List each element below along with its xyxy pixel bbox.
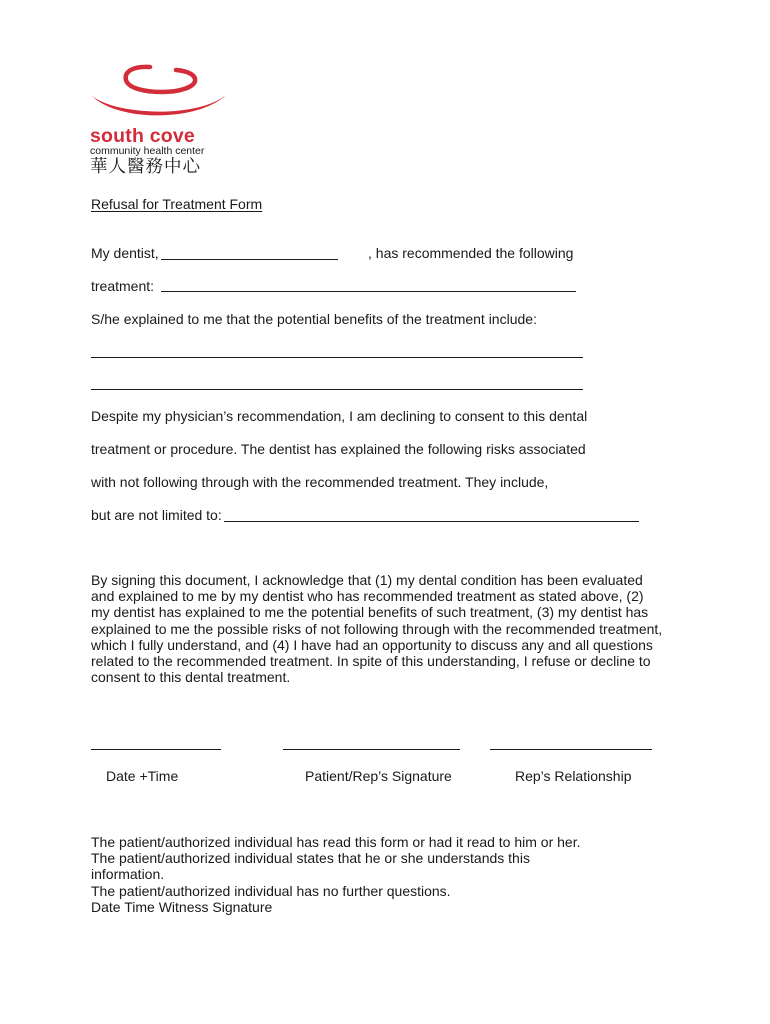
- logo-name: south cove: [90, 125, 195, 147]
- benefits-blank-2[interactable]: [91, 389, 583, 390]
- relationship-line[interactable]: [490, 749, 652, 750]
- south-cove-logo: [88, 62, 233, 182]
- risks-blank[interactable]: [224, 521, 639, 522]
- decline-line-2: treatment or procedure. The dentist has explained the following risks associated: [91, 441, 586, 457]
- date-time-line[interactable]: [91, 749, 221, 750]
- treatment-blank[interactable]: [161, 291, 576, 292]
- footer-line-4: Date Time Witness Signature: [91, 898, 273, 915]
- footer-line-1: The patient/authorized individual has read this form or had it read to him or her.: [91, 834, 581, 850]
- form-title: Refusal for Treatment Form: [91, 196, 263, 212]
- benefits-label: S/he explained to me that the potential benefits of the treatment include:: [91, 311, 537, 327]
- dentist-prefix: My dentist,: [91, 245, 159, 261]
- footer-statements: [91, 834, 591, 915]
- acknowledgement-paragraph: By signing this document, I acknowledge that (1) my dental condition has been evaluated and explained to me by my dentist who has recommended treatment as stated above, (2) my dentist has explained to me the potential benefits of such treatment, (3) my dentist has explained to me the possible risks of not following through with the recommended treatment, which I fully understand, and (4) I have had an opportunity to discuss any and all questions related to the recommended treatment. In spite of this understanding, I refuse or decline to consent to this dental treatment.: [91, 572, 663, 686]
- patient-signature-line[interactable]: [283, 749, 460, 750]
- logo-chinese-name: 華人醫務中心: [90, 157, 201, 177]
- date-time-label: Date +Time: [106, 768, 179, 784]
- decline-line-1: Despite my physician’s recommendation, I am declining to consent to this dental: [91, 408, 588, 424]
- decline-line-4: but are not limited to:: [91, 507, 222, 523]
- dentist-suffix: , has recommended the following: [368, 245, 574, 261]
- footer-line-3: The patient/authorized individual has no further questions.: [91, 882, 451, 899]
- relationship-label: Rep’s Relationship: [515, 768, 632, 784]
- decline-line-3: with not following through with the recommended treatment. They include,: [91, 474, 549, 490]
- logo-swoosh-icon: [88, 62, 233, 124]
- benefits-blank-1[interactable]: [91, 357, 583, 358]
- footer-line-2: The patient/authorized individual states that he or she understands this information.: [91, 850, 530, 883]
- treatment-label: treatment:: [91, 278, 155, 294]
- patient-signature-label: Patient/Rep’s Signature: [305, 768, 452, 784]
- logo-subtitle: community health center: [90, 145, 205, 157]
- dentist-name-blank[interactable]: [161, 259, 338, 260]
